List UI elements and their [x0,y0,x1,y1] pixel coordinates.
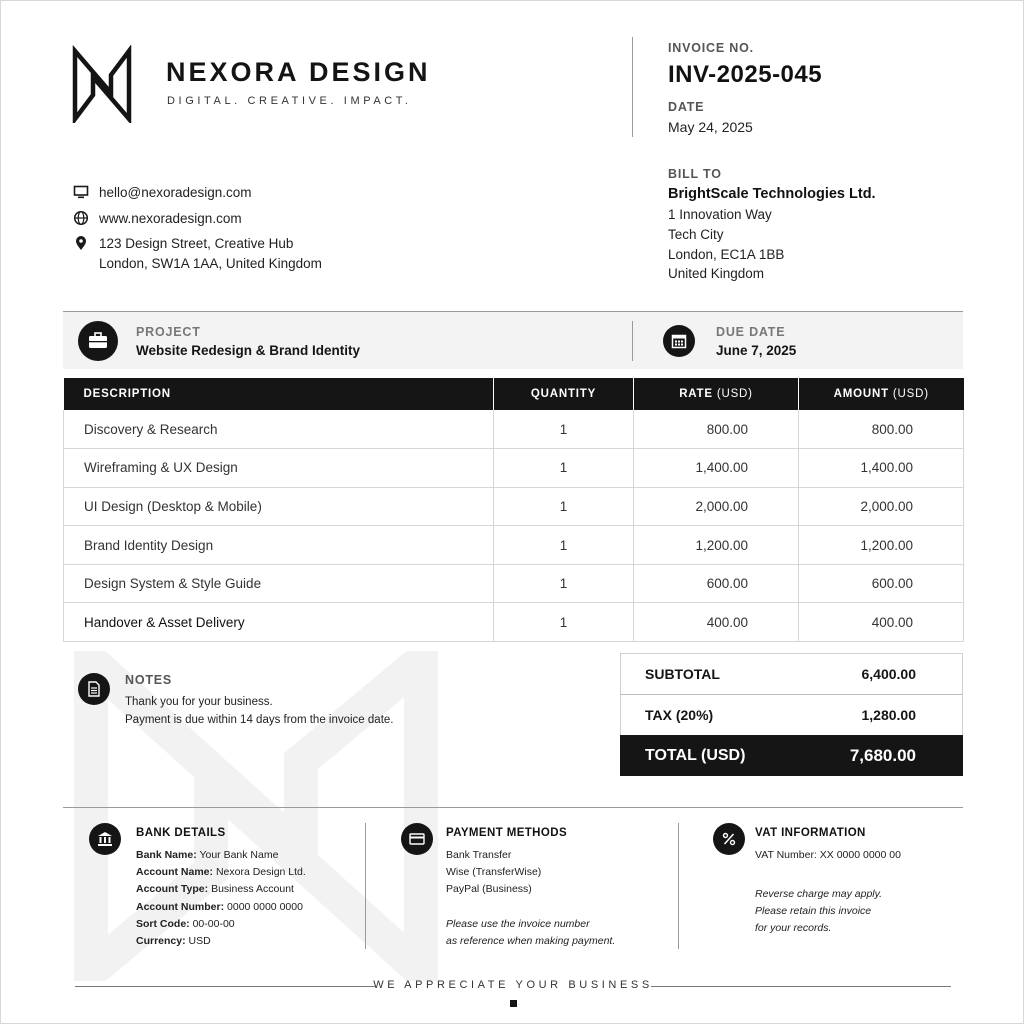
invoice-date-label: DATE [668,100,705,114]
bank-detail-line: Account Number: 0000 0000 0000 [136,901,303,913]
vat-number-line: VAT Number: XX 0000 0000 00 [755,849,901,861]
table-row [64,410,964,449]
vat-note: Reverse charge may apply. [755,888,883,900]
cell-amount: 800.00 [799,410,964,449]
tax-row [620,694,963,735]
cell-amount: 1,400.00 [799,449,964,488]
payment-note: Please use the invoice number [446,918,590,930]
vat-note: for your records. [755,922,832,934]
table-row [64,526,964,565]
cell-rate: 400.00 [634,603,799,642]
due-date-label: DUE DATE [716,325,786,339]
bank-detail-line: Sort Code: 00-00-00 [136,918,235,930]
document-icon [78,673,110,705]
cell-rate: 1,400.00 [634,449,799,488]
monitor-icon [73,184,89,200]
header-divider [632,37,633,137]
percent-icon [713,823,745,855]
cell-quantity: 1 [494,564,634,603]
bank-detail-line: Account Type: Business Account [136,883,294,895]
bill-to-line: United Kingdom [668,266,765,281]
table-row [64,564,964,603]
payment-method: PayPal (Business) [446,883,532,895]
cell-amount: 1,200.00 [799,526,964,565]
nexora-logo-icon [71,45,133,123]
cell-description: UI Design (Desktop & Mobile) [64,487,494,526]
total-row [620,735,963,776]
bill-to-company: BrightScale Technologies Ltd. [668,186,876,202]
cell-amount: 2,000.00 [799,487,964,526]
footer-square-mark [510,1000,517,1007]
bill-to-line: London, EC1A 1BB [668,247,785,262]
bill-to-line: 1 Innovation Way [668,207,772,222]
header-description: DESCRIPTION [64,378,494,410]
cell-quantity: 1 [494,487,634,526]
cell-quantity: 1 [494,603,634,642]
table-header-row [64,378,964,410]
cell-description: Handover & Asset Delivery [64,603,494,642]
location-pin-icon [73,235,89,251]
notes-line: Payment is due within 14 days from the invoice date. [125,714,394,726]
project-name: Website Redesign & Brand Identity [136,343,361,358]
footer-divider [63,807,963,808]
cell-rate: 600.00 [634,564,799,603]
subtotal-value: 6,400.00 [861,666,916,682]
email-text: hello@nexoradesign.com [99,185,252,200]
line-items-table [63,378,964,642]
calendar-icon [663,325,695,357]
credit-card-icon [401,823,433,855]
header-rate: RATE (USD) [634,378,799,410]
address-line-1: 123 Design Street, Creative Hub [99,236,294,251]
tax-label: TAX (20%) [645,707,714,723]
subtotal-row [620,653,963,694]
invoice-number: INV-2025-045 [668,61,823,88]
due-date: June 7, 2025 [716,343,797,358]
bank-detail-line: Account Name: Nexora Design Ltd. [136,866,306,878]
project-band-divider [632,321,633,361]
contact-email [73,183,252,203]
cell-rate: 1,200.00 [634,526,799,565]
website-text: www.nexoradesign.com [99,211,242,226]
payment-method: Wise (TransferWise) [446,866,542,878]
bank-detail-line: Currency: USD [136,935,211,947]
notes-title: NOTES [125,673,173,687]
briefcase-icon [78,321,118,361]
header-quantity: QUANTITY [494,378,634,410]
brand-name: NEXORA DESIGN [166,57,431,87]
bank-details-title: BANK DETAILS [136,827,226,839]
invoice-date: May 24, 2025 [668,119,753,135]
cell-description: Brand Identity Design [64,526,494,565]
table-row [64,487,964,526]
brand-tagline: DIGITAL. CREATIVE. IMPACT. [167,95,412,107]
header-amount: AMOUNT (USD) [799,378,964,410]
totals-box [620,653,963,776]
cell-quantity: 1 [494,410,634,449]
tax-value: 1,280.00 [861,707,916,723]
table-row [64,449,964,488]
subtotal-label: SUBTOTAL [645,666,720,682]
cell-description: Design System & Style Guide [64,564,494,603]
bill-to-line: Tech City [668,227,724,242]
payment-methods-title: PAYMENT METHODS [446,827,568,839]
contact-website [73,209,242,229]
cell-quantity: 1 [494,449,634,488]
footer-column-divider [678,823,679,949]
globe-icon [73,210,89,226]
vat-info-title: VAT INFORMATION [755,827,866,839]
bank-icon [89,823,121,855]
cell-description: Discovery & Research [64,410,494,449]
footer-column-divider [365,823,366,949]
bill-to-label: BILL TO [668,167,722,181]
cell-rate: 2,000.00 [634,487,799,526]
vat-note: Please retain this invoice [755,905,872,917]
notes-line: Thank you for your business. [125,696,273,708]
bank-detail-line: Bank Name: Your Bank Name [136,849,279,861]
cell-amount: 600.00 [799,564,964,603]
cell-amount: 400.00 [799,603,964,642]
cell-quantity: 1 [494,526,634,565]
payment-method: Bank Transfer [446,849,512,861]
cell-rate: 800.00 [634,410,799,449]
contact-address [73,234,322,274]
footer-message: WE APPRECIATE YOUR BUSINESS [373,979,653,991]
payment-note: as reference when making payment. [446,935,616,947]
project-band [63,311,963,369]
project-label: PROJECT [136,325,201,339]
invoice-number-label: INVOICE NO. [668,41,754,55]
total-value: 7,680.00 [849,745,916,765]
table-row [64,603,964,642]
cell-description: Wireframing & UX Design [64,449,494,488]
address-line-2: London, SW1A 1AA, United Kingdom [99,256,322,271]
total-label: TOTAL (USD) [645,746,746,764]
